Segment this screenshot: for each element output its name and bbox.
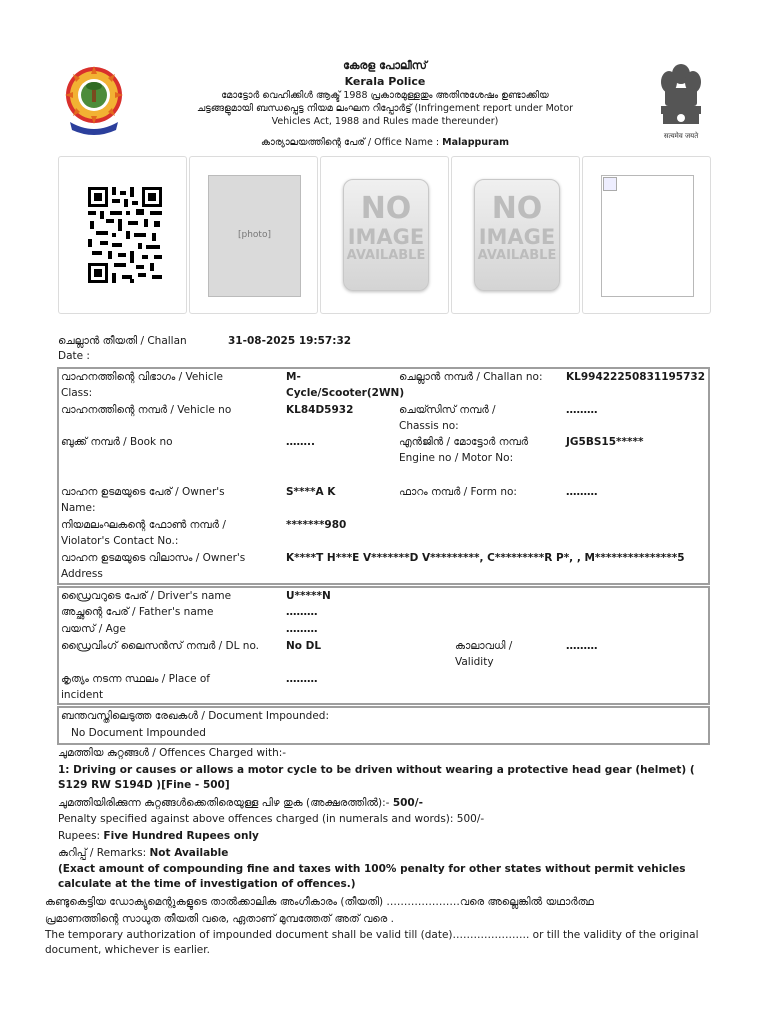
- challan-no-value: KL99422250831195732: [566, 371, 706, 383]
- penalty-ml-label: ചുമത്തിയിരിക്കുന്ന കുറ്റങ്ങൾക്കെതിരെയുള്ള പിഴ തുക (അക്ഷരത്തിൽ):-: [58, 797, 390, 809]
- no-image-card-1: [320, 156, 449, 314]
- subtitle-line-2: ചട്ടങ്ങളുമായി ബന്ധപ്പെട്ട നിയമ ലംഘന റിപ്പോർട്ട് (Infringement report under Motor: [196, 102, 574, 114]
- driver-details: [57, 586, 710, 705]
- header: [0, 58, 768, 153]
- place-value: ………: [286, 673, 318, 685]
- no-image-placeholder: [343, 179, 429, 291]
- book-no-value: ……..: [286, 436, 315, 448]
- chassis-no-label: ചെയ്സിസ് നമ്പർ / Chassis no:: [399, 404, 496, 432]
- owner-address-label: വാഹന ഉടമയുടെ വിലാസം / Owner's Address: [61, 552, 246, 580]
- office-name: [190, 136, 580, 150]
- father-name-value: ………: [286, 606, 318, 618]
- vehicle-class-label: വാഹനത്തിന്റെ വിഭാഗം / Vehicle Class:: [61, 371, 224, 399]
- subtitle-line-3: Vehicles Act, 1988 and Rules made thereunder): [271, 115, 499, 127]
- contact-label: നിയമലംഘകന്റെ ഫോൺ നമ്പർ / Violator's Contact No.:: [61, 519, 226, 547]
- remarks: [58, 846, 228, 861]
- broken-image-card: [582, 156, 711, 314]
- driver-name-label: ഡ്രൈവറുടെ പേര് / Driver's name: [61, 590, 232, 602]
- challan-date-label: ചെല്ലാൻ തീയതി / Challan Date :: [58, 335, 187, 363]
- penalty-en: Penalty specified against above offences charged (in numerals and words): 500/-: [58, 813, 485, 825]
- emblem-motto: सत्यमेव जयते: [663, 132, 699, 140]
- compounding-note: (Exact amount of compounding fine and taxes with 100% penalty for other states without permit vehicles calculate at the time of investigation of offences.): [58, 863, 686, 891]
- no-image-card-2: [451, 156, 580, 314]
- challan-date-value: 31-08-2025 19:57:32: [228, 335, 352, 347]
- engine-no-value: JG5BS15*****: [566, 436, 644, 448]
- chassis-no-value: ………: [566, 404, 598, 416]
- qr-card: [58, 156, 187, 314]
- documents-impounded: [57, 706, 710, 745]
- qr-code-icon: [86, 185, 164, 285]
- no-image-text: AVAILABLE: [477, 248, 557, 263]
- vehicle-no-value: KL84D5932: [286, 404, 354, 416]
- validity-en: The temporary authorization of impounded document shall be valid till (date)…………………. or till the validity of the original document, whichever is earlier.: [45, 929, 699, 957]
- validity-value: ………: [566, 640, 598, 652]
- age-label: വയസ് / Age: [61, 623, 126, 635]
- contact-value: *******980: [286, 519, 347, 531]
- office-value: Malappuram: [442, 137, 510, 148]
- no-image-text: NO: [360, 191, 412, 226]
- penalty-ml: [58, 796, 423, 811]
- validity-label: കാലാവധി / Validity: [455, 640, 513, 668]
- photo-card: [189, 156, 318, 314]
- validity-ml-line-1: കണ്ടുകെട്ടിയ ഡോക്യുമെന്റുകളുടെ താൽക്കാലിക അംഗീകാരം (തീയതി) …………………വരെ അല്ലെങ്കിൽ യഥാർത്ഥ: [45, 896, 594, 908]
- offence-item-1: 1: Driving or causes or allows a motor cycle to be driven without wearing a protective head gear (helmet) ( S129 RW S194D )[Fine - 500]: [58, 764, 695, 792]
- father-name-label: അച്ഛന്റെ പേര് / Father's name: [61, 606, 214, 618]
- dl-no-value: No DL: [286, 640, 322, 652]
- vehicle-no-label: വാഹനത്തിന്റെ നമ്പർ / Vehicle no: [61, 404, 232, 416]
- no-image-text: IMAGE: [347, 225, 425, 249]
- penalty-ml-value: 500/-: [392, 797, 423, 809]
- documents-label: ബന്തവസ്തിലെടുത്ത രേഖകൾ / Document Impounded:: [61, 710, 329, 722]
- title-english: Kerala Police: [344, 74, 426, 88]
- remarks-value: Not Available: [149, 847, 229, 859]
- national-emblem: [655, 60, 707, 142]
- no-image-placeholder: [474, 179, 560, 291]
- engine-no-label: എൻജിൻ / മോട്ടോർ നമ്പർ Engine no / Motor No:: [399, 436, 529, 464]
- remarks-label: കുറിപ്പ് / Remarks:: [58, 847, 147, 859]
- book-no-label: ബുക്ക് നമ്പർ / Book no: [61, 436, 173, 448]
- no-image-text: NO: [491, 191, 543, 226]
- kerala-police-logo: [62, 64, 126, 136]
- owner-address-value: K****T H***E V*******D V*********, C*********R P*, , M***************5: [286, 552, 685, 564]
- evidence-images: [58, 156, 712, 314]
- rupees-label: Rupees:: [58, 830, 101, 842]
- office-label: കാര്യാലയത്തിന്റെ പേര് / Office Name :: [260, 137, 440, 148]
- driver-name-value: U*****N: [286, 590, 331, 602]
- form-no-value: ………: [566, 486, 598, 498]
- documents-value: No Document Impounded: [71, 727, 206, 739]
- rupees-value: Five Hundred Rupees only: [103, 830, 259, 842]
- no-image-text: AVAILABLE: [346, 248, 426, 263]
- header-text: [190, 58, 580, 128]
- form-no-label: ഫാറം നമ്പർ / Form no:: [399, 486, 517, 498]
- dl-no-label: ഡ്രൈവിംഗ് ലൈസൻസ് നമ്പർ / DL no.: [61, 640, 260, 652]
- subtitle-line-1: മോട്ടോർ വെഹിക്കിൾ ആക്ട് 1988 പ്രകാരമുള്ളതും അതിനുശേഷം ഉണ്ടാക്കിയ: [221, 89, 549, 101]
- challan-no-label: ചെല്ലാൻ നമ്പർ / Challan no:: [399, 371, 543, 383]
- offences-heading: ചുമത്തിയ കുറ്റങ്ങൾ / Offences Charged with:-: [58, 747, 287, 759]
- place-label: കൃത്യം നടന്ന സ്ഥലം / Place of incident: [61, 673, 211, 701]
- rupees: [58, 829, 259, 844]
- age-value: ………: [286, 623, 318, 635]
- vehicle-rear-photo: [photo]: [208, 175, 301, 297]
- vehicle-class-value: M-Cycle/Scooter(2WN): [286, 371, 405, 399]
- no-image-text: IMAGE: [478, 225, 556, 249]
- title-malayalam: കേരള പോലീസ്: [343, 59, 427, 72]
- owner-name-value: S****A K: [286, 486, 336, 498]
- validity-ml-line-2: പ്രമാണത്തിന്റെ സാധുത തീയതി വരെ, ഏതാണ് മുമ്പത്തേത് അത് വരെ .: [45, 913, 394, 925]
- vehicle-details: [57, 367, 710, 585]
- owner-name-label: വാഹന ഉടമയുടെ പേര് / Owner's Name:: [61, 486, 225, 514]
- broken-image-icon: [601, 175, 694, 297]
